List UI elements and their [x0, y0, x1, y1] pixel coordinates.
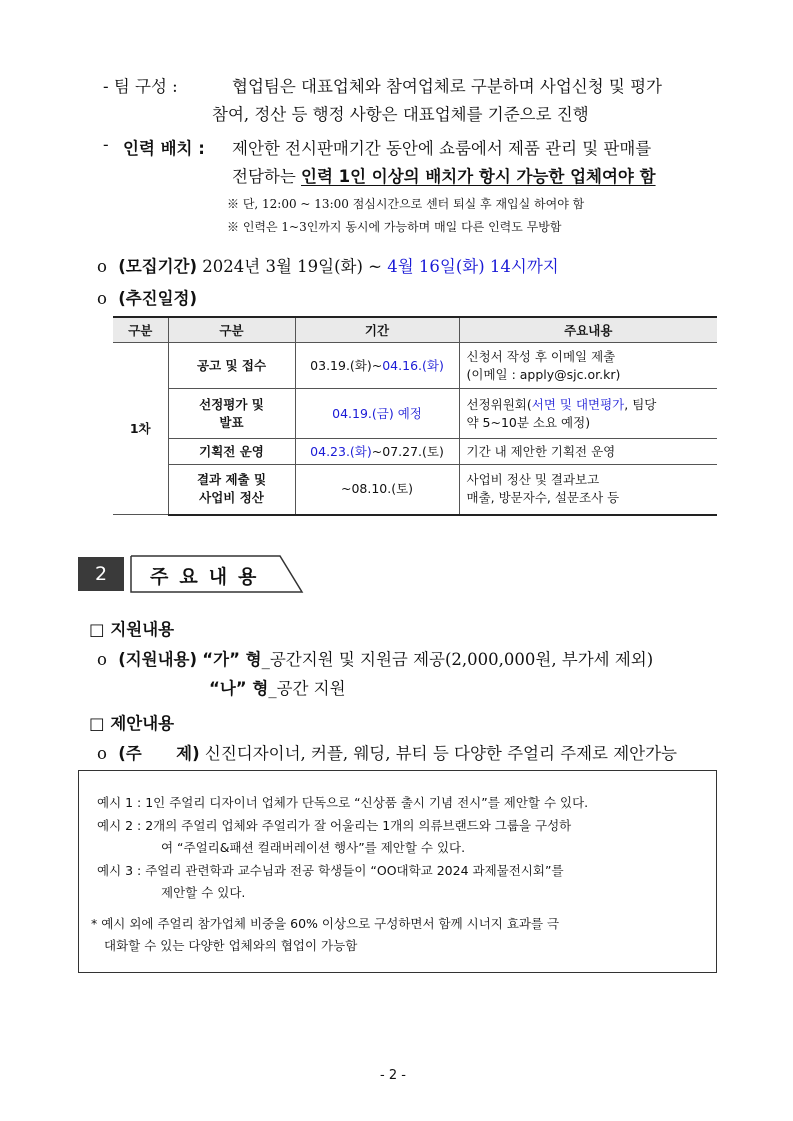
- content-line: 신청서 작성 후 이메일 제출: [466, 348, 616, 364]
- stage-line: 선정평가 및: [199, 396, 264, 412]
- staff-text-emphasis: 인력 1인 이상의 배치가 항시 가능한 업체여야 함: [301, 167, 656, 186]
- staff-dash: -: [103, 135, 109, 154]
- content-line: 사업비 정산 및 결과보고: [466, 472, 600, 488]
- support-type-a: “가” 형: [202, 650, 262, 669]
- example-1: 예시 1 : 1인 주얼리 디자이너 업체가 단독으로 “신상품 출시 기념 전시”를 제안할 수 있다.: [97, 795, 589, 810]
- round-cell: 1차: [113, 343, 168, 515]
- period-cell: [295, 439, 459, 465]
- content-line: 매출, 방문자수, 설문조사 등: [466, 490, 620, 506]
- table-row: [113, 343, 717, 389]
- stage-line: 발표: [219, 414, 244, 430]
- stage-cell: [168, 389, 295, 439]
- proposal-text: 신진디자이너, 커플, 웨딩, 뷰티 등 다양한 주얼리 주제로 제안가능: [204, 744, 677, 763]
- section-number: 2: [78, 557, 124, 591]
- schedule-label: (추진일정): [118, 289, 198, 308]
- stage-cell: [168, 465, 295, 515]
- team-text-line2: 참여, 정산 등 행정 사항은 대표업체를 기준으로 진행: [212, 105, 589, 124]
- page-number: - 2 -: [380, 1068, 406, 1083]
- team-text-line1: 협업팀은 대표업체와 참여업체로 구분하며 사업신청 및 평가: [232, 77, 662, 96]
- content-line: [467, 396, 713, 414]
- support-type-a-text: _공간지원 및 지원금 제공(2,000,000원, 부가세 제외): [261, 650, 654, 669]
- content-part: , 팀당: [624, 396, 657, 412]
- staff-text-line2: [232, 163, 656, 187]
- table-row: [113, 439, 717, 465]
- period-cell: 04.19.(금) 예정: [295, 389, 459, 439]
- header-content: 주요내용: [459, 317, 717, 343]
- stage-cell: 공고 및 접수: [168, 343, 295, 389]
- bullet: o: [97, 289, 107, 308]
- header-division: 구분: [113, 317, 168, 343]
- example-2-line2: 여 “주얼리&패션 컬래버레이션 행사”를 제안할 수 있다.: [161, 840, 466, 855]
- example-note-line1: * 예시 외에 주얼리 참가업체 비중을 60% 이상으로 구성하면서 함께 시너지 효과를 극: [91, 916, 560, 931]
- schedule-heading: [97, 285, 197, 309]
- staff-note-2: ※ 인력은 1~3인까지 동시에 가능하며 매일 다른 인력도 무방함: [227, 220, 562, 234]
- schedule-table: [113, 316, 717, 516]
- content-line: 약 5~10분 소요 예정): [466, 414, 591, 430]
- header-period: 기간: [295, 317, 459, 343]
- recruit-dates: 2024년 3월 19일(화) ~: [202, 257, 382, 276]
- period-cell: ~08.10.(토): [295, 465, 459, 515]
- stage-line: 사업비 정산: [199, 490, 264, 506]
- stage-line: 결과 제출 및: [196, 472, 267, 488]
- content-cell: [459, 343, 717, 389]
- period-end: 04.16.(화): [382, 357, 444, 373]
- staff-note-1: ※ 단, 12:00 ~ 13:00 점심시간으로 센터 퇴실 후 재입실 하여야 함: [227, 197, 585, 211]
- table-row: [113, 465, 717, 515]
- content-cell: [459, 465, 717, 515]
- period-end: ~07.27.(토): [371, 443, 444, 459]
- period-start: 03.19.(화)~: [310, 357, 383, 373]
- example-3-line1: 예시 3 : 주얼리 관련학과 교수님과 전공 학생들이 “OO대학교 2024 과제물전시회”를: [97, 863, 564, 878]
- support-line-a: [97, 646, 653, 670]
- bullet: o: [97, 257, 107, 276]
- proposal-label: (주 제): [118, 744, 200, 763]
- support-type-b-text: _공간 지원: [268, 679, 346, 698]
- example-3-line2: 제안할 수 있다.: [161, 885, 246, 900]
- staff-text-plain: 전담하는: [232, 167, 296, 186]
- bullet: o: [97, 650, 107, 669]
- header-division-2: 구분: [168, 317, 295, 343]
- proposal-line: [97, 740, 677, 764]
- recruit-deadline: 4월 16일(화) 14시까지: [387, 257, 559, 276]
- proposal-heading: □ 제안내용: [89, 714, 175, 733]
- team-label: - 팀 구성 :: [103, 77, 178, 96]
- content-part: 서면 및 대면평가: [531, 396, 625, 412]
- bullet: o: [97, 744, 107, 763]
- support-type-b: “나” 형: [209, 679, 269, 698]
- staff-label: 인력 배치 :: [123, 139, 205, 158]
- content-cell: [459, 389, 717, 439]
- table-row: [113, 389, 717, 439]
- recruit-line: [97, 253, 559, 277]
- support-label: (지원내용): [118, 650, 198, 669]
- content-line: (이메일 : apply@sjc.or.kr): [466, 366, 621, 382]
- support-heading: □ 지원내용: [89, 620, 175, 639]
- staff-text-line1: 제안한 전시판매기간 동안에 쇼룸에서 제품 관리 및 판매를: [232, 139, 652, 158]
- recruit-label: (모집기간): [118, 257, 198, 276]
- stage-cell: 기획전 운영: [168, 439, 295, 465]
- content-part: 선정위원회(: [466, 396, 532, 412]
- section-title: 주요내용: [150, 566, 268, 588]
- support-line-b: [209, 675, 346, 699]
- period-cell: [295, 343, 459, 389]
- period-start: 04.23.(화): [310, 443, 372, 459]
- example-2-line1: 예시 2 : 2개의 주얼리 업체와 주얼리가 잘 어울리는 1개의 의류브랜드와 그룹을 구성하: [97, 818, 572, 833]
- table-header-row: [113, 317, 717, 343]
- example-note-line2: 대화할 수 있는 다양한 업체와의 협업이 가능함: [104, 938, 358, 953]
- content-cell: 기간 내 제안한 기획전 운영: [459, 439, 717, 465]
